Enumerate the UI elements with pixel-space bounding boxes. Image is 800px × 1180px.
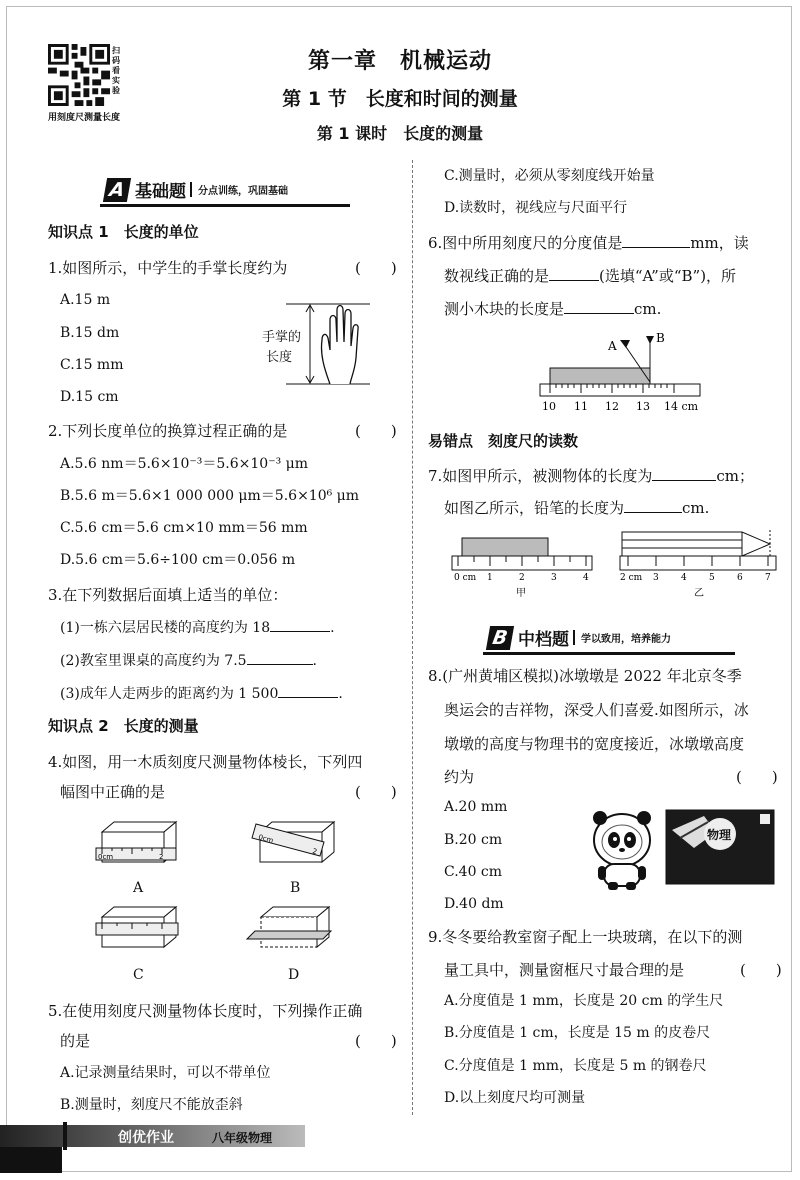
q7-yi-tick-2: 2 cm <box>620 573 643 583</box>
q4-figure-d <box>245 905 335 957</box>
section-a-letter: A <box>103 178 131 202</box>
q1-option-d[interactable]: D.15 cm <box>60 389 119 405</box>
footer-brand: 创优作业 <box>118 1130 174 1146</box>
q4-label-a[interactable]: A <box>133 880 144 896</box>
q7-yi-tick-7: 7 <box>765 573 771 583</box>
q6-line-1-text: 6.图中所用刻度尺的分度值是 <box>428 234 623 252</box>
q4-figure-a <box>92 820 182 872</box>
q5-stem-line-2: 的是 <box>60 1032 91 1050</box>
q6-line-2 <box>444 265 736 287</box>
qr-caption: 用刻度尺测量长度 <box>48 113 121 123</box>
q7-figure-yi <box>616 526 782 600</box>
book-title: 物理 <box>707 828 732 842</box>
q4-figure-c <box>92 905 182 957</box>
q1-option-c[interactable]: C.15 mm <box>60 357 124 373</box>
q9-option-c[interactable]: C.分度值是 1 mm，长度是 5 m 的钢卷尺 <box>444 1058 707 1074</box>
q4b-tick-0: 0cm <box>257 833 275 845</box>
section-a-badge <box>105 177 288 202</box>
q7-line-2 <box>444 497 709 519</box>
section-b-title: 中档题 <box>518 630 569 650</box>
q2-option-c[interactable]: C.5.6 cm＝5.6 cm×10 mm＝56 mm <box>60 520 308 536</box>
q8-option-a[interactable]: A.20 mm <box>444 799 508 815</box>
q4a-tick-2: 2 <box>159 853 164 861</box>
hand-label-1: 手掌的 <box>262 330 302 345</box>
q4-label-d[interactable]: D <box>288 967 300 983</box>
section-b-subtitle: 学以致用，培养能力 <box>573 630 671 645</box>
section-title: 第 1 节 长度和时间的测量 <box>282 88 518 110</box>
q2-answer-paren[interactable]: ( ) <box>355 422 397 440</box>
q6-line-2-tail: (选填“A”或“B”)，所 <box>599 267 737 285</box>
q6-line-3-text: 测小木块的长度是 <box>444 300 565 318</box>
q7-line-2-tail: cm. <box>682 499 710 517</box>
q9-answer-paren[interactable]: ( ) <box>740 961 782 979</box>
q6-line-3-tail: cm. <box>634 300 662 318</box>
q7-line-1 <box>428 465 754 487</box>
knowledge-point-1: 知识点 1 长度的单位 <box>48 223 199 241</box>
chapter-title: 第一章 机械运动 <box>307 49 492 74</box>
error-point: 易错点 刻度尺的读数 <box>428 432 579 450</box>
footer-tick <box>63 1122 67 1150</box>
q3-item-3-text: (3)成年人走两步的距离约为 1 500 <box>60 686 279 702</box>
mascot-figure <box>582 808 662 890</box>
footer-grade: 八年级物理 <box>212 1131 273 1145</box>
q8-answer-paren[interactable]: ( ) <box>736 768 778 786</box>
q1-answer-paren[interactable]: ( ) <box>355 259 397 277</box>
q7-yi-tick-3: 3 <box>653 573 659 583</box>
q6-line-1 <box>428 232 749 254</box>
section-a-subtitle: 分点训练，巩固基础 <box>190 182 288 197</box>
hand-label-2: 长度 <box>266 350 293 365</box>
q4b-tick-2: 2 <box>311 847 318 857</box>
q2-option-d[interactable]: D.5.6 cm＝5.6÷100 cm＝0.056 m <box>60 552 296 568</box>
q6-tick-10: 10 <box>542 400 556 413</box>
q7-fig-yi-label: 乙 <box>694 588 704 599</box>
q3-item-3-blank[interactable] <box>278 683 338 698</box>
q3-item-1-blank[interactable] <box>270 617 330 632</box>
q4-answer-paren[interactable]: ( ) <box>355 783 397 801</box>
q1-option-a[interactable]: A.15 m <box>60 292 111 308</box>
q5-answer-paren[interactable]: ( ) <box>355 1032 397 1050</box>
q2-stem: 2.下列长度单位的换算过程正确的是 <box>48 422 288 440</box>
q5-stem-line-1: 5.在使用刻度尺测量物体长度时，下列操作正确 <box>48 1002 363 1020</box>
q6-tick-14: 14 cm <box>664 400 699 413</box>
section-b-letter: B <box>486 626 514 650</box>
q4-figure-b <box>250 812 340 872</box>
q7-line-2-text: 如图乙所示，铅笔的长度为 <box>444 499 625 517</box>
q7-jia-tick-1: 1 <box>487 573 493 583</box>
q8-option-c[interactable]: C.40 cm <box>444 864 503 880</box>
q6-tick-12: 12 <box>605 400 619 413</box>
section-a-underline <box>100 204 350 207</box>
q6-line-1-tail: mm，读 <box>690 234 749 252</box>
q6-sight-a: A <box>608 339 617 353</box>
q3-item-1: (1)一栋六层居民楼的高度约为 18 . <box>60 617 335 638</box>
q2-option-a[interactable]: A.5.6 nm＝5.6×10⁻³＝5.6×10⁻³ μm <box>60 456 309 472</box>
knowledge-point-2: 知识点 2 长度的测量 <box>48 717 199 735</box>
column-divider <box>412 160 413 1115</box>
q1-stem: 1.如图所示，中学生的手掌长度约为 <box>48 259 288 277</box>
q8-line-3: 墩墩的高度与物理书的宽度接近，冰墩墩高度 <box>444 735 745 753</box>
q9-option-d[interactable]: D.以上刻度尺均可测量 <box>444 1090 586 1106</box>
q7-blank-2[interactable] <box>624 498 682 513</box>
q7-jia-tick-2: 2 <box>519 573 525 583</box>
q7-jia-tick-3: 3 <box>551 573 557 583</box>
q6-blank-2[interactable] <box>549 266 599 281</box>
q3-item-2-blank[interactable] <box>247 650 313 665</box>
q5-option-d[interactable]: D.读数时，视线应与尺面平行 <box>444 200 628 216</box>
q9-option-a[interactable]: A.分度值是 1 mm，长度是 20 cm 的学生尺 <box>444 993 724 1009</box>
q6-ruler-figure <box>536 326 706 416</box>
q7-line-1-text: 7.如图甲所示，被测物体的长度为 <box>428 467 653 485</box>
q7-line-1-tail: cm； <box>716 467 754 485</box>
q4a-tick-0: 0cm <box>98 853 114 861</box>
q6-blank-1[interactable] <box>622 233 690 248</box>
q7-yi-tick-6: 6 <box>737 573 743 583</box>
q8-line-4: 约为 <box>444 768 475 786</box>
q3-item-2-text: (2)教室里课桌的高度约为 7.5 <box>60 653 247 669</box>
q8-option-d[interactable]: D.40 dm <box>444 896 504 912</box>
section-a-title: 基础题 <box>135 182 186 202</box>
physics-book-figure <box>664 808 776 886</box>
q4-label-b[interactable]: B <box>290 880 301 896</box>
q8-line-2: 奥运会的吉祥物，深受人们喜爱.如图所示，冰 <box>444 701 749 719</box>
q5-option-c[interactable]: C.测量时，必须从零刻度线开始量 <box>444 168 655 184</box>
q4-stem-line-2: 幅图中正确的是 <box>60 783 166 801</box>
q9-line-2: 量工具中，测量窗框尺寸最合理的是 <box>444 961 685 979</box>
footer-corner-block <box>0 1147 62 1173</box>
q6-sight-b: B <box>656 331 665 345</box>
q5-option-a[interactable]: A.记录测量结果时，可以不带单位 <box>60 1065 271 1081</box>
q3-item-2: (2)教室里课桌的高度约为 7.5 . <box>60 650 317 671</box>
q7-jia-tick-0: 0 cm <box>454 573 477 583</box>
q4-label-c[interactable]: C <box>133 967 144 983</box>
q7-yi-tick-5: 5 <box>709 573 715 583</box>
q3-stem: 3.在下列数据后面填上适当的单位： <box>48 586 288 604</box>
q7-jia-tick-4: 4 <box>583 573 589 583</box>
q7-yi-tick-4: 4 <box>681 573 687 583</box>
q6-blank-3[interactable] <box>564 299 634 314</box>
q6-tick-11: 11 <box>574 400 588 413</box>
qr-side-text: 扫码看实验 <box>112 46 120 95</box>
q6-line-3 <box>444 298 661 320</box>
q8-option-b[interactable]: B.20 cm <box>444 832 503 848</box>
q6-tick-13: 13 <box>636 400 650 413</box>
section-b-badge <box>488 625 671 650</box>
q7-figure-jia <box>448 530 598 600</box>
lesson-title: 第 1 课时 长度的测量 <box>316 124 484 143</box>
q6-line-2-text: 数视线正确的是 <box>444 267 550 285</box>
q2-option-b[interactable]: B.5.6 m＝5.6×1 000 000 μm＝5.6×10⁶ μm <box>60 488 360 504</box>
q9-line-1: 9.冬冬要给教室窗子配上一块玻璃，在以下的测 <box>428 928 743 946</box>
q8-line-1: 8.(广州黄埔区模拟)冰墩墩是 2022 年北京冬季 <box>428 667 742 685</box>
q5-option-b[interactable]: B.测量时，刻度尺不能放歪斜 <box>60 1097 243 1113</box>
q4-stem-line-1: 4.如图，用一木质刻度尺测量物体棱长，下列四 <box>48 753 363 771</box>
q7-blank-1[interactable] <box>652 466 716 481</box>
q1-option-b[interactable]: B.15 dm <box>60 325 120 341</box>
q3-item-1-text: (1)一栋六层居民楼的高度约为 18 <box>60 620 271 636</box>
q9-option-b[interactable]: B.分度值是 1 cm，长度是 15 m 的皮卷尺 <box>444 1025 711 1041</box>
q7-fig-jia-label: 甲 <box>516 588 526 599</box>
q3-item-3: (3)成年人走两步的距离约为 1 500 . <box>60 683 343 704</box>
section-b-underline <box>483 652 735 655</box>
